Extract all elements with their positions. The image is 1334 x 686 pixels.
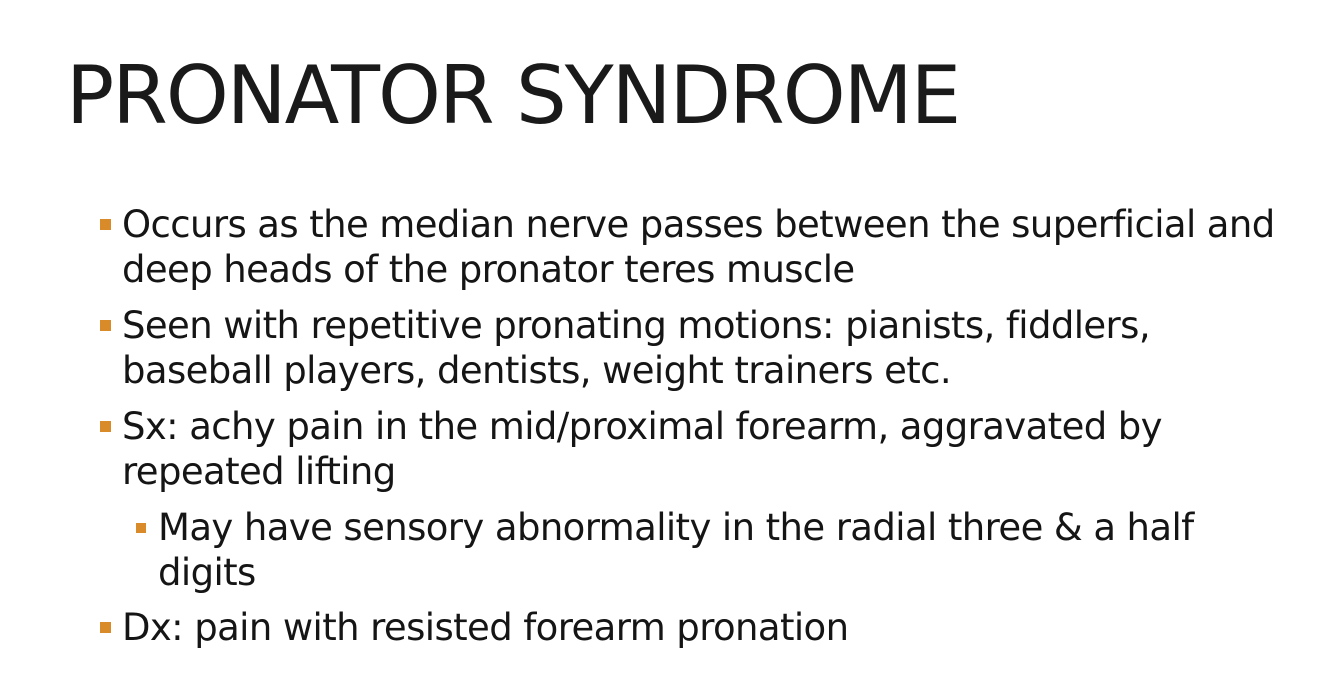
bullet-item [100, 404, 1300, 494]
bullet-text: Occurs as the median nerve passes between the superficial and deep heads of the pronator teres muscle [122, 203, 1275, 291]
square-bullet-icon [100, 421, 111, 432]
bullet-item [100, 605, 1300, 650]
square-bullet-icon [100, 622, 111, 633]
bullet-item [100, 303, 1300, 393]
bullet-list [100, 202, 1300, 661]
bullet-text: Sx: achy pain in the mid/proximal forearm, aggravated by repeated lifting [122, 405, 1162, 493]
bullet-item [100, 202, 1300, 292]
bullet-text: May have sensory abnormality in the radial three & a half digits [158, 506, 1194, 594]
bullet-text: Dx: pain with resisted forearm pronation [122, 606, 849, 649]
square-bullet-icon [136, 523, 146, 533]
square-bullet-icon [100, 320, 111, 331]
sub-bullet-item [136, 505, 1300, 595]
slide-title: PRONATOR SYNDROME [66, 49, 960, 142]
bullet-text: Seen with repetitive pronating motions: pianists, fiddlers, baseball players, dentists, weight trainers etc. [122, 304, 1151, 392]
square-bullet-icon [100, 219, 111, 230]
